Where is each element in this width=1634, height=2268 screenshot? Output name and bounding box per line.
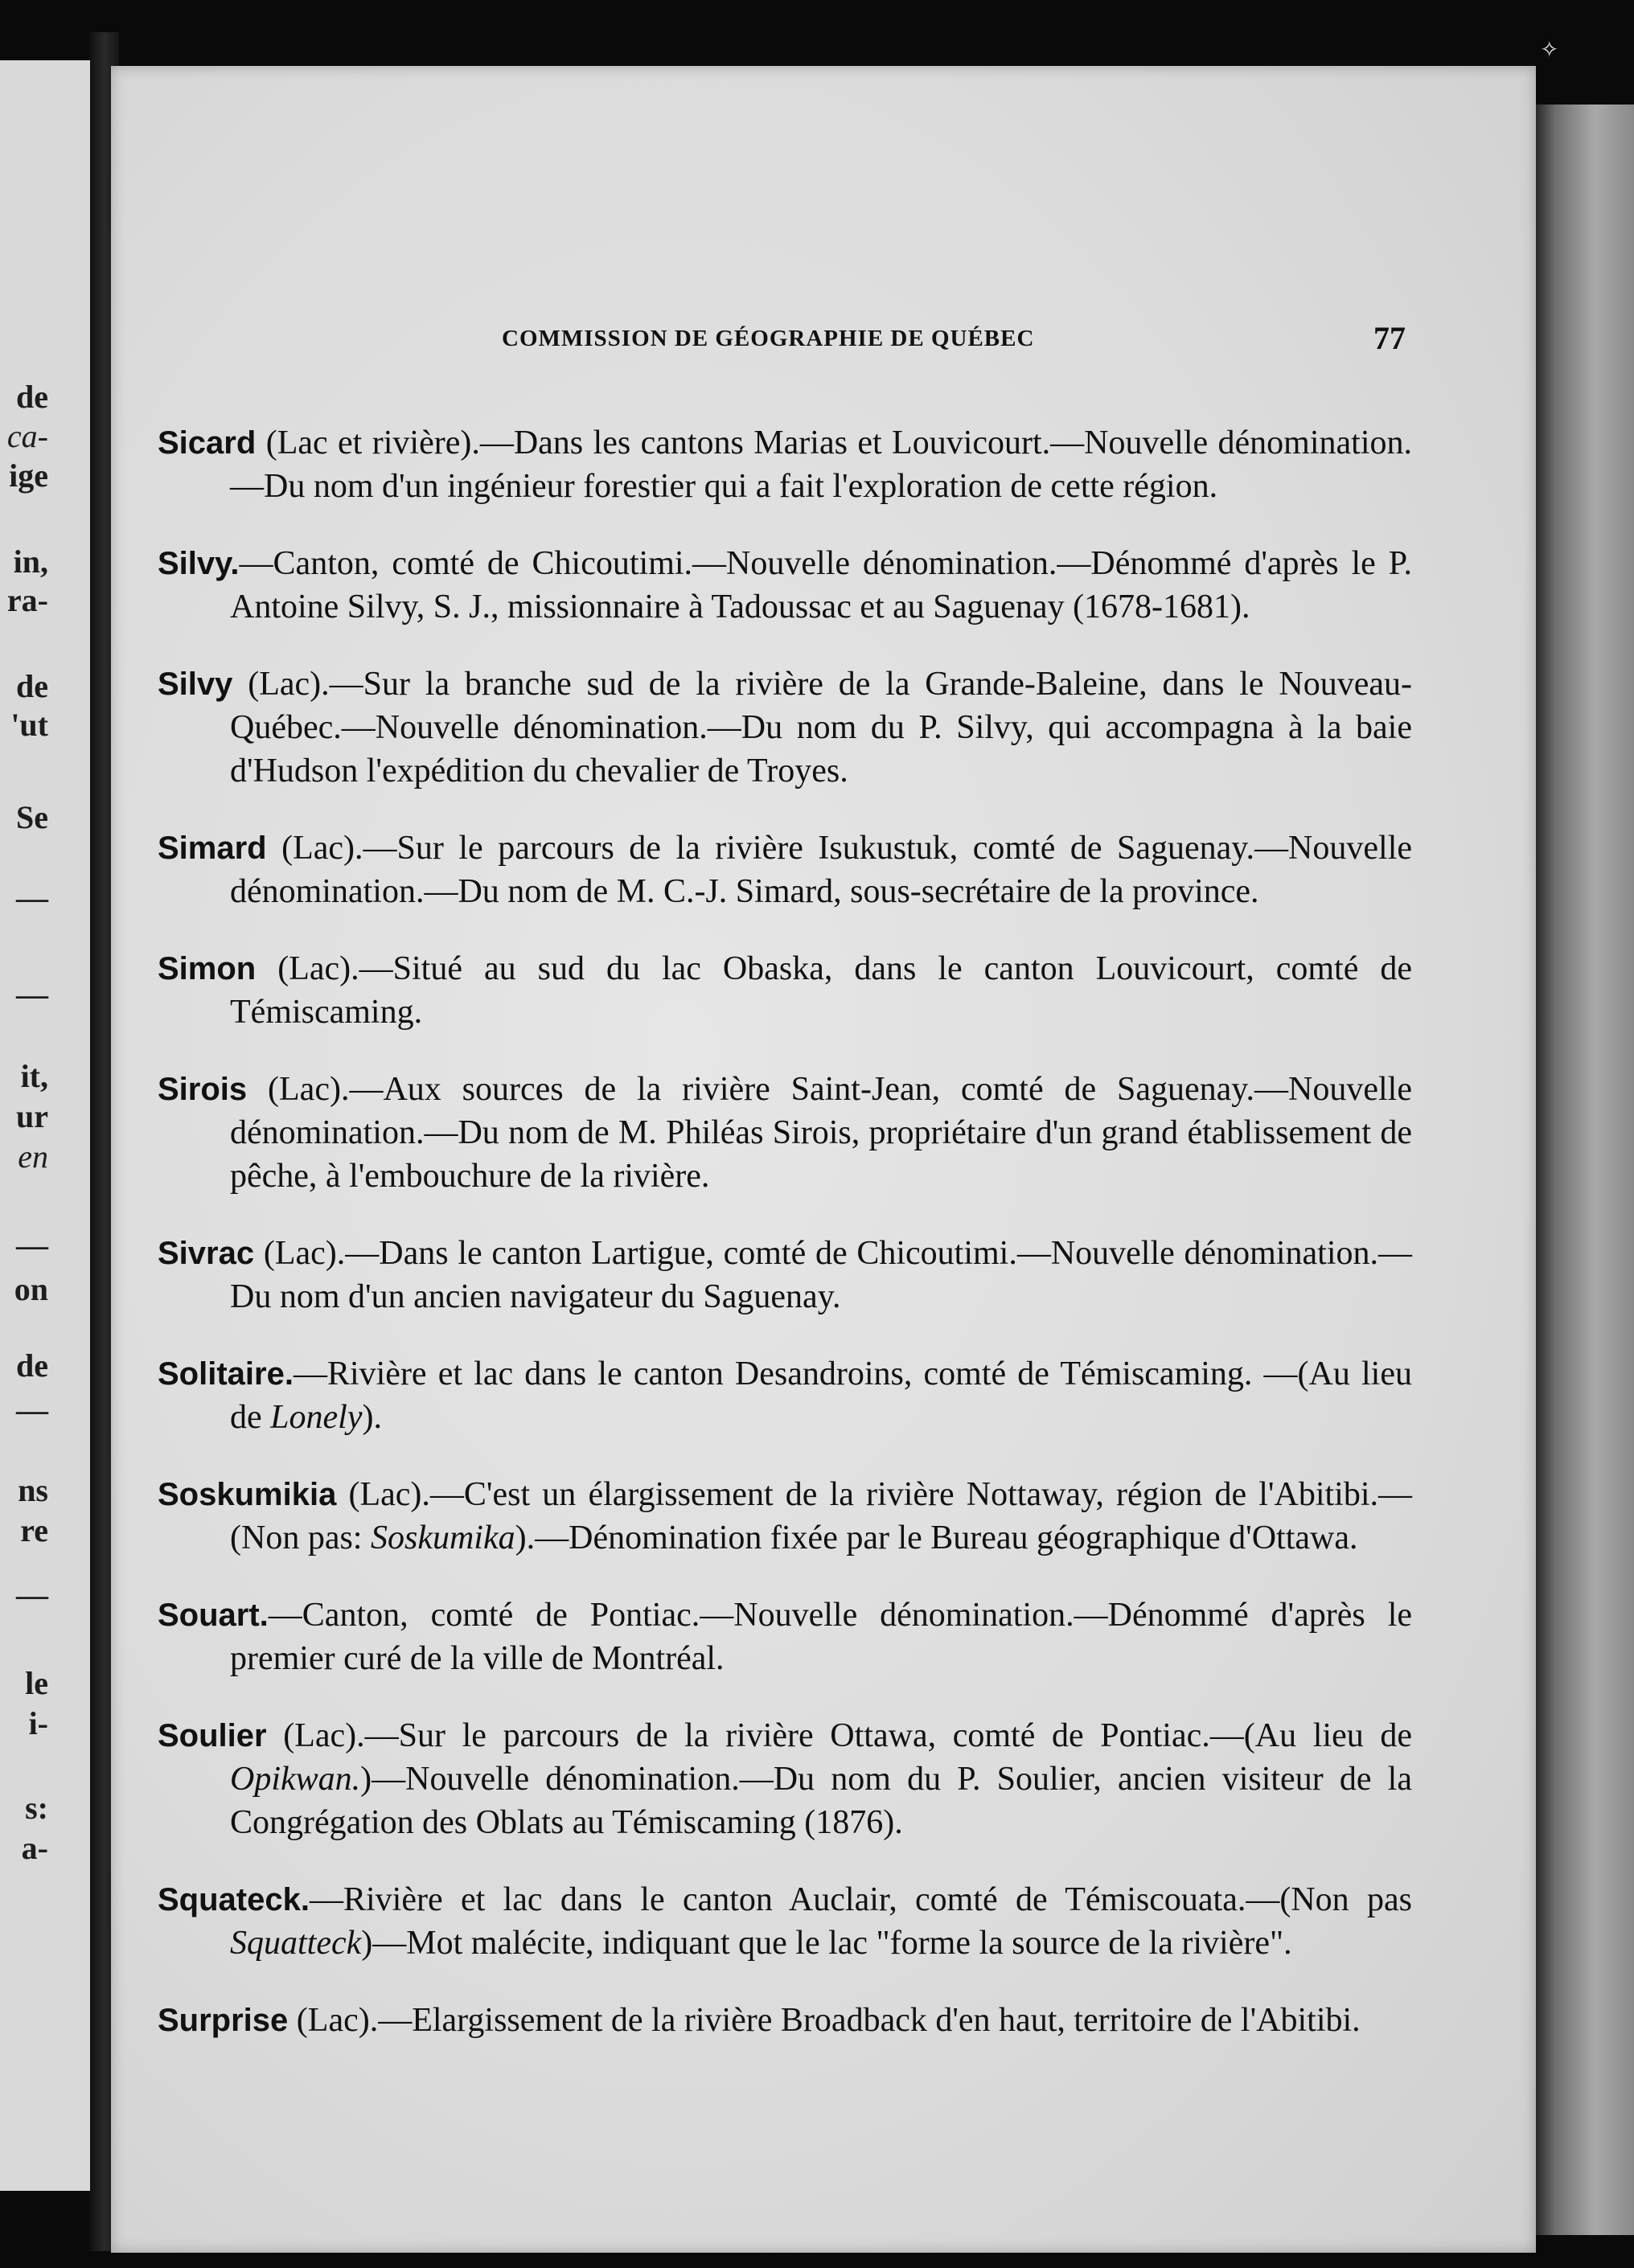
entry-headword: Solitaire. — [158, 1356, 294, 1392]
page-edge — [1536, 105, 1634, 2235]
running-header: COMMISSION DE GÉOGRAPHIE DE QUÉBEC — [502, 326, 1035, 351]
facing-page-fragment: ur — [16, 1098, 48, 1134]
entry-alt-name: Soskumika — [370, 1520, 515, 1556]
entry-sirois — [158, 1068, 1412, 1198]
entry-sivrac — [158, 1232, 1412, 1319]
entry-text-tail: )—Nouvelle dénomination.—Du nom du P. Soulier, ancien visiteur de la Congrégation des Oblats au Témiscaming (1876). — [230, 1761, 1412, 1841]
facing-page-fragment: — — [16, 1392, 48, 1428]
facing-page-fragment: le — [25, 1665, 48, 1701]
entry-headword: Souart. — [158, 1597, 269, 1633]
entry-text: (Lac).—Aux sources de la rivière Saint-Jean, comté de Saguenay.—Nouvelle dénomination.—Du nom de M. Philéas Sirois, propriétaire d'un grand établissement de pêche, à l'embouchure de la rivière. — [230, 1071, 1412, 1195]
entry-text: (Lac et rivière).—Dans les cantons Marias et Louvicourt.—Nouvelle dénomination.—Du nom d'un ingénieur forestier qui a fait l'exploration de cette région. — [230, 424, 1412, 505]
facing-page-fragment: de — [16, 668, 48, 704]
entry-text-tail: ).—Dénomination fixée par le Bureau géographique d'Ottawa. — [515, 1520, 1358, 1556]
entry-souart — [158, 1593, 1412, 1680]
entry-text: (Lac).—Sur le parcours de la rivière Ottawa, comté de Pontiac.—(Au lieu de — [266, 1717, 1412, 1754]
entry-headword: Silvy. — [158, 546, 240, 581]
entry-surprise — [158, 1999, 1412, 2042]
facing-page-fragment: de — [16, 1347, 48, 1384]
facing-page-fragment: ca- — [6, 418, 48, 454]
facing-page-fragment: 'ut — [10, 707, 48, 743]
entry-solitaire — [158, 1352, 1412, 1439]
page-number: 77 — [1373, 320, 1406, 356]
facing-page-fragment: s: — [25, 1790, 48, 1826]
gazetteer-entries — [158, 388, 1412, 2055]
entry-headword: Soskumikia — [158, 1477, 337, 1512]
facing-page-fragment: — — [16, 1227, 48, 1263]
facing-page-fragment: in, — [13, 543, 48, 580]
entry-text: —Canton, comté de Chicoutimi.—Nouvelle dénomination.—Dénommé d'après le P. Antoine Silvy, S. J., missionnaire à Tadoussac et au Saguenay (1678-1681). — [230, 545, 1412, 625]
entry-headword: Soulier — [158, 1718, 267, 1753]
entry-headword: Surprise — [158, 2003, 289, 2038]
entry-text: —Rivière et lac dans le canton Auclair, comté de Témiscouata.—(Non pas — [309, 1881, 1412, 1918]
entry-simon — [158, 947, 1412, 1034]
entry-text: (Lac).—C'est un élargissement de la rivière Nottaway, région de l'Abitibi.—(Non pas: — [230, 1476, 1412, 1556]
entry-text: (Lac).—Dans le canton Lartigue, comté de Chicoutimi.—Nouvelle dénomination.—Du nom d'un ancien navigateur du Saguenay. — [230, 1235, 1412, 1315]
entry-headword: Simard — [158, 831, 267, 866]
facing-page-fragment: a- — [21, 1830, 48, 1866]
facing-page-fragment: en — [18, 1138, 48, 1175]
entry-text-tail: ). — [362, 1399, 382, 1436]
facing-page-fragment: — — [16, 1577, 48, 1613]
entry-text-tail: )—Mot malécite, indiquant que le lac "forme la source de la rivière". — [361, 1925, 1292, 1962]
corner-mark: ✧ — [1540, 38, 1559, 63]
entry-headword: Sivrac — [158, 1236, 255, 1271]
entry-alt-name: Opikwan. — [230, 1761, 361, 1798]
entry-headword: Simon — [158, 951, 257, 986]
entry-alt-name: Lonely — [270, 1399, 363, 1436]
entry-sicard — [158, 421, 1412, 508]
entry-text: (Lac).—Situé au sud du lac Obaska, dans le canton Louvicourt, comté de Témiscaming. — [230, 950, 1412, 1031]
entry-alt-name: Squatteck — [230, 1925, 362, 1962]
facing-page-fragment: ns — [18, 1472, 48, 1508]
entry-soulier — [158, 1714, 1412, 1844]
entry-squateck — [158, 1878, 1412, 1965]
entry-headword: Silvy — [158, 666, 233, 702]
entry-text: —Canton, comté de Pontiac.—Nouvelle dénomination.—Dénommé d'après le premier curé de la ville de Montréal. — [230, 1597, 1412, 1677]
entry-text: (Lac).—Elargissement de la rivière Broadback d'en haut, territoire de l'Abitibi. — [288, 2002, 1361, 2039]
entry-headword: Sirois — [158, 1072, 248, 1107]
entry-text: (Lac).—Sur le parcours de la rivière Isukustuk, comté de Saguenay.—Nouvelle dénomination.—Du nom de M. C.-J. Simard, sous-secrétaire de la province. — [230, 830, 1412, 910]
entry-soskumikia — [158, 1473, 1412, 1560]
entry-simard — [158, 826, 1412, 913]
entry-silvy-lac — [158, 662, 1412, 793]
facing-page-fragment: re — [20, 1512, 48, 1548]
facing-page-fragment: Se — [16, 799, 48, 835]
entry-headword: Sicard — [158, 425, 257, 461]
entry-silvy-canton — [158, 542, 1412, 629]
entry-headword: Squateck. — [158, 1882, 310, 1917]
facing-page-fragment: on — [14, 1271, 48, 1307]
facing-page-fragment: de — [16, 379, 48, 415]
entry-text: (Lac).—Sur la branche sud de la rivière de la Grande-Baleine, dans le Nouveau-Québec.—Nouvelle dénomination.—Du nom du P. Silvy, qui accompagna à la baie d'Hudson l'expédition du chevalier de Troyes. — [230, 666, 1412, 789]
entry-text: —Rivière et lac dans le canton Desandroins, comté de Témiscaming. —(Au lieu de — [230, 1355, 1412, 1436]
facing-page-strip — [0, 60, 90, 2191]
facing-page-fragment: — — [16, 880, 48, 916]
facing-page-fragment: — — [16, 976, 48, 1012]
facing-page-fragment: it, — [20, 1058, 48, 1094]
facing-page-fragment: ige — [9, 457, 48, 494]
facing-page-fragment: i- — [28, 1705, 48, 1741]
facing-page-fragment: ra- — [6, 582, 48, 618]
